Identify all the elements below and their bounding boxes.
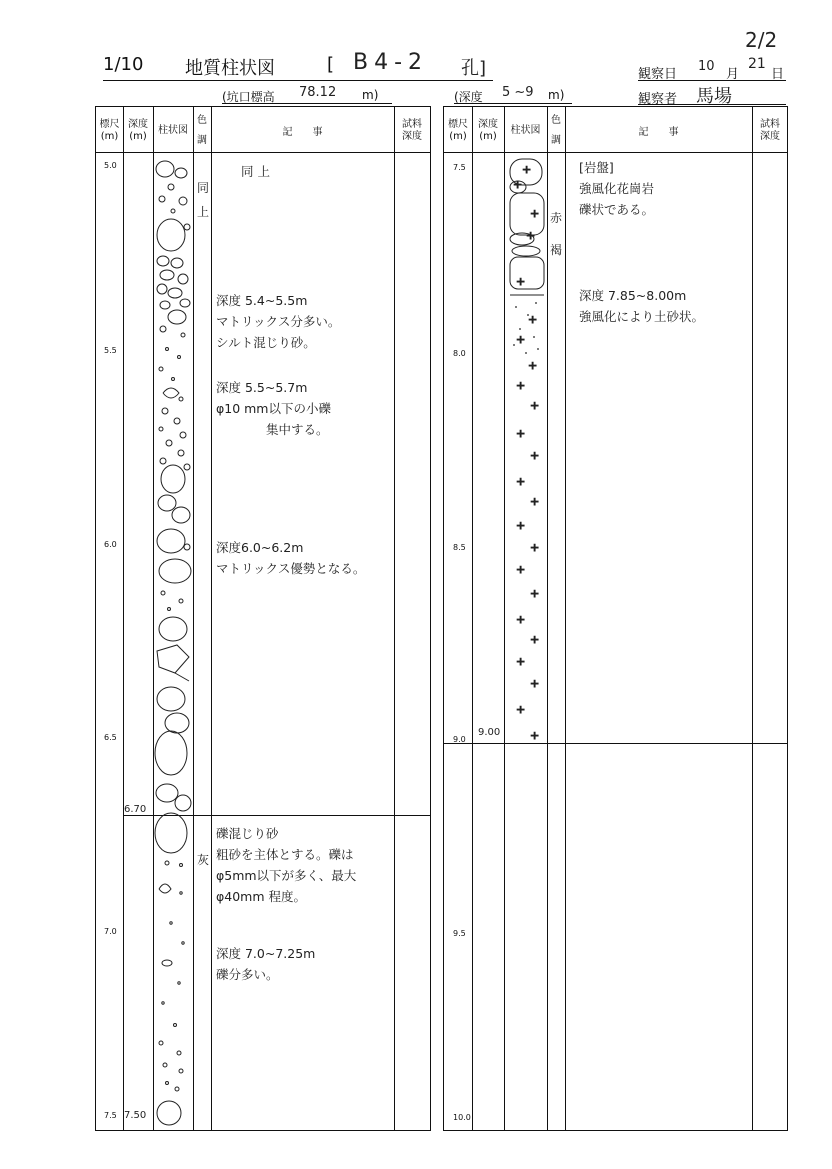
collar-elevation	[222, 86, 392, 104]
collar-elevation-value: 78.12	[299, 85, 337, 100]
svg-text:+: +	[522, 163, 532, 176]
note-entry: 深度 7.85~8.00m 強風化により土砂状。	[579, 288, 705, 324]
scale-tick: 6.0	[104, 540, 117, 549]
color-entry: 褐	[550, 243, 563, 257]
header-log: 柱状図	[158, 125, 188, 136]
left-log-panel	[95, 106, 431, 1131]
observation-day-label: 日	[771, 67, 785, 82]
header-color: 色 調	[551, 115, 561, 146]
note-entry: [岩盤] 強風化花崗岩 礫状である。	[579, 160, 655, 217]
observer	[638, 84, 786, 105]
color-entry: 上	[197, 205, 210, 219]
header-sample: 試料 深度	[760, 119, 780, 142]
depth-range-value: 5 ~9	[502, 85, 534, 100]
color-entry: 赤	[550, 211, 563, 225]
svg-text:+: +	[530, 729, 540, 742]
svg-text:+: +	[516, 563, 526, 576]
observer-label: 観察者	[638, 92, 678, 107]
page-number: 2/2	[745, 28, 778, 52]
scale-tick: 5.0	[104, 161, 117, 170]
svg-text:+: +	[530, 541, 540, 554]
svg-text:+: +	[516, 427, 526, 440]
right-log-strip	[504, 153, 547, 743]
header-notes: 記 事	[282, 127, 323, 138]
scale-tick: 8.5	[453, 543, 466, 552]
depth-mark: 6.70	[124, 804, 147, 815]
title-name: 地質柱状図	[185, 58, 275, 79]
header-sample: 試料 深度	[402, 119, 422, 142]
note-entry: 深度 7.0~7.25m 礫分多い。	[216, 946, 316, 982]
depth-mark: 7.50	[124, 1110, 147, 1121]
svg-text:+: +	[530, 495, 540, 508]
title-hole-label: 孔]	[461, 58, 487, 79]
observer-name: 馬場	[696, 86, 732, 107]
observation-month: 10	[698, 59, 715, 74]
svg-text:+: +	[516, 275, 526, 288]
svg-text:+: +	[516, 379, 526, 392]
observation-date-label: 観察日	[638, 67, 678, 82]
note-entry: 深度 5.4~5.5m マトリックス分多い。 シルト混じり砂。	[216, 293, 341, 350]
page-title	[103, 50, 493, 81]
note-entry: 深度6.0~6.2m マトリックス優勢となる。	[216, 540, 366, 576]
svg-text:+: +	[516, 703, 526, 716]
svg-text:+: +	[530, 587, 540, 600]
scale-tick: 6.5	[104, 733, 117, 742]
left-log-strip	[153, 153, 193, 1132]
scale-tick: 7.5	[453, 163, 466, 172]
svg-text:+: +	[516, 333, 526, 346]
scale-tick: 7.5	[104, 1111, 117, 1120]
svg-text:+: +	[513, 178, 523, 191]
svg-text:+: +	[528, 359, 538, 372]
svg-text:+: +	[530, 677, 540, 690]
color-entry: 灰	[197, 853, 210, 867]
depth-range-label: (深度	[454, 90, 483, 104]
scale-tick: 8.0	[453, 349, 466, 358]
header-notes: 記 事	[638, 127, 679, 138]
scale-tick: 9.5	[453, 929, 466, 938]
svg-text:+: +	[516, 613, 526, 626]
observation-date	[638, 56, 786, 82]
depth-range	[454, 86, 572, 104]
header-color: 色 調	[197, 115, 207, 146]
right-log-panel	[443, 106, 788, 1131]
note-entry: 同 上	[241, 164, 270, 179]
depth-range-unit: m)	[548, 88, 565, 102]
svg-text:+: +	[526, 229, 536, 242]
svg-text:+: +	[528, 313, 538, 326]
header-depth: 深度 (m)	[478, 119, 498, 142]
scale-tick: 10.0	[453, 1113, 471, 1122]
collar-elevation-label: (坑口標高	[222, 90, 275, 104]
scale-tick: 7.0	[104, 927, 117, 936]
svg-text:+: +	[530, 449, 540, 462]
svg-text:+: +	[516, 655, 526, 668]
observation-month-label: 月	[726, 67, 740, 82]
svg-text:+: +	[516, 475, 526, 488]
scale-tick: 9.0	[453, 735, 466, 744]
svg-text:+: +	[530, 399, 540, 412]
svg-text:+: +	[516, 519, 526, 532]
collar-elevation-unit: m)	[362, 88, 379, 102]
svg-text:+: +	[530, 633, 540, 646]
scale-tick: 5.5	[104, 346, 117, 355]
header-depth: 深度 (m)	[128, 119, 148, 142]
header-scale: 標尺 (m)	[448, 119, 468, 142]
header-scale: 標尺 (m)	[99, 119, 120, 142]
svg-text:+: +	[530, 207, 540, 220]
title-hole-id: B4-2	[353, 50, 429, 75]
header-log: 柱状図	[510, 125, 541, 136]
observation-day: 21	[748, 56, 766, 72]
title-bracket-open: [	[327, 54, 335, 75]
note-entry: 礫混じり砂 粗砂を主体とする。礫は φ5mm以下が多く、最大 φ40mm 程度。	[216, 826, 357, 904]
note-entry: 深度 5.5~5.7m φ10 mm以下の小礫 集中する。	[216, 380, 331, 437]
color-entry: 同	[197, 181, 210, 195]
title-scale: 1/10	[103, 54, 144, 75]
depth-mark: 9.00	[478, 727, 501, 738]
